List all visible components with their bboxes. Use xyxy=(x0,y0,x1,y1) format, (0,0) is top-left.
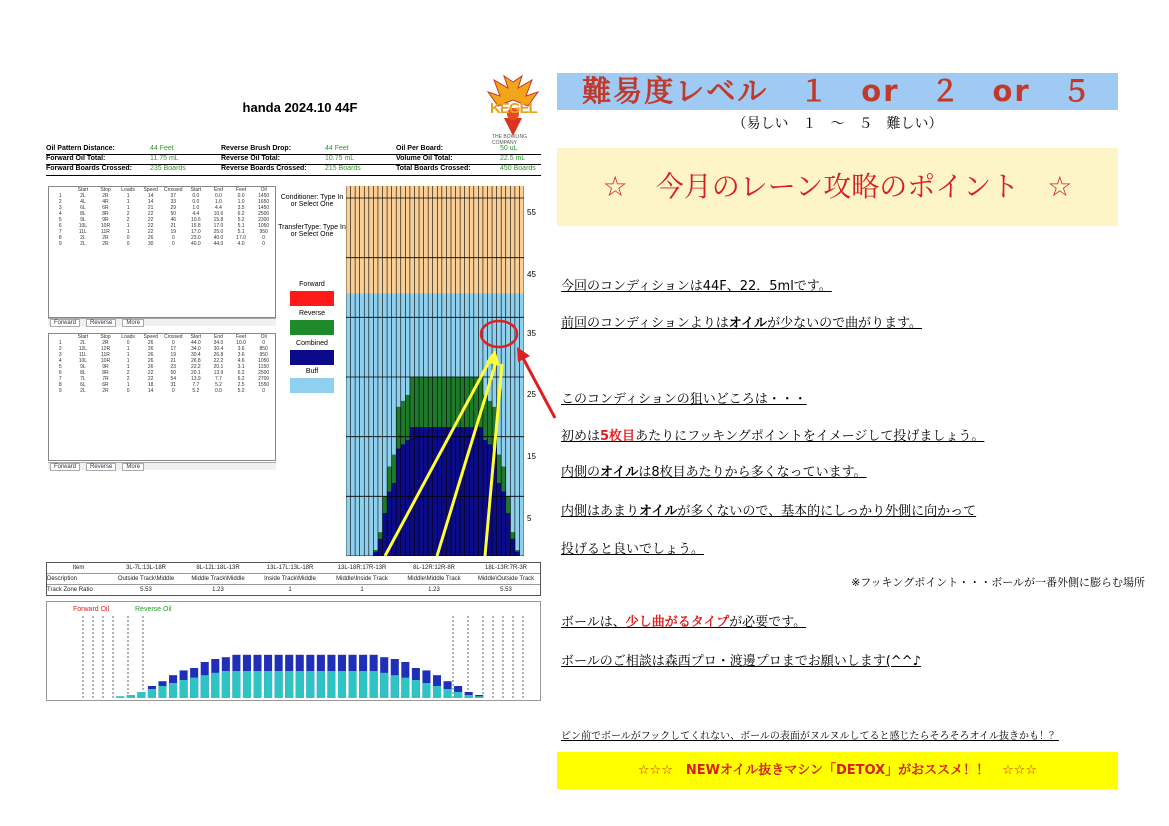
table-cell[interactable]: 1 xyxy=(126,229,130,235)
table-cell[interactable]: 26 xyxy=(147,364,154,370)
table-cell[interactable]: Loads xyxy=(121,187,135,193)
table-cell[interactable]: 9 xyxy=(58,241,62,247)
table-cell[interactable]: 4.0 xyxy=(237,241,245,247)
table-cell[interactable]: 6 xyxy=(58,223,62,229)
table-cell[interactable]: 17 xyxy=(170,346,177,352)
table-cell[interactable]: 21 xyxy=(170,223,177,229)
table-cell[interactable]: Stop xyxy=(100,187,111,193)
table-cell[interactable]: 46 xyxy=(170,217,177,223)
table-cell[interactable]: 30.4 xyxy=(190,352,201,358)
table-cell[interactable]: 2L xyxy=(80,193,86,199)
stat-5: Volume Oil Total: 22.5 mL xyxy=(396,155,526,162)
table-cell[interactable]: 7L xyxy=(80,376,86,382)
table-cell[interactable]: 50 xyxy=(170,370,177,376)
lane-ylabel: 45 xyxy=(527,270,536,279)
table-cell[interactable]: 19 xyxy=(170,229,177,235)
legend-label-buff: Buff xyxy=(305,368,319,375)
table-cell[interactable]: 5.2 xyxy=(214,382,222,388)
table-cell[interactable]: 25.0 xyxy=(213,229,224,235)
table-cell[interactable]: 2R xyxy=(102,193,109,199)
table-cell[interactable]: 12L xyxy=(78,346,88,352)
table-cell[interactable]: 6 xyxy=(58,370,62,376)
table-cell[interactable]: 22.2 xyxy=(213,358,224,364)
stat-3: Forward Oil Total: 11.75 mL xyxy=(46,155,179,162)
table-cell[interactable]: Speed xyxy=(143,334,158,340)
table-cell[interactable]: 0 xyxy=(262,340,266,346)
table-cell[interactable]: 13.9 xyxy=(190,376,201,382)
table-cell[interactable]: 2L xyxy=(80,340,86,346)
table-cell[interactable]: 26 xyxy=(147,340,154,346)
table-cell[interactable]: 14 xyxy=(147,193,154,199)
table-cell[interactable]: 37 xyxy=(170,193,177,199)
table-cell[interactable]: 17.0 xyxy=(213,223,224,229)
table-cell[interactable]: 6L xyxy=(80,382,86,388)
table-cell[interactable]: 2L xyxy=(80,241,86,247)
table-cell[interactable]: 3.5 xyxy=(237,205,245,211)
table-cell[interactable]: 22.2 xyxy=(190,364,201,370)
table-cell[interactable]: 23 xyxy=(170,364,177,370)
table-cell[interactable]: 12R xyxy=(100,346,111,352)
table-cell[interactable]: Feet xyxy=(236,187,247,193)
table-cell[interactable]: 6R xyxy=(102,382,109,388)
conditioner-label: Conditioner: Type In or Select One xyxy=(280,194,344,208)
table-cell[interactable]: 14 xyxy=(147,388,154,394)
table-cell[interactable]: 6R xyxy=(102,205,109,211)
track-zone-ratio: 1.23 xyxy=(428,587,440,593)
table-cell[interactable]: 22 xyxy=(147,370,154,376)
table-cell[interactable]: 1 xyxy=(126,364,130,370)
table-cell[interactable]: 26 xyxy=(147,358,154,364)
track-zone-desc: Middle\Outside Track xyxy=(477,576,535,582)
table-cell[interactable]: 9R xyxy=(102,217,109,223)
table-cell[interactable]: 0 xyxy=(171,241,175,247)
table-cell[interactable]: 1 xyxy=(58,340,62,346)
table-cell[interactable]: 2500 xyxy=(258,370,270,376)
track-zone-range: 13L-18R:17R-13R xyxy=(337,565,387,571)
table-cell[interactable]: 4 xyxy=(58,211,62,217)
table-cell[interactable]: 11R xyxy=(101,352,110,358)
table-cell[interactable]: 5.2 xyxy=(192,388,200,394)
table-cell[interactable]: 2 xyxy=(58,199,62,205)
table-cell[interactable]: Start xyxy=(190,187,202,193)
table-cell[interactable]: 1050 xyxy=(258,358,270,364)
table-cell[interactable]: 8R xyxy=(102,211,109,217)
table-cell[interactable]: 40.0 xyxy=(190,241,201,247)
table-cell[interactable]: 0 xyxy=(126,340,130,346)
table-cell[interactable]: Oil xyxy=(260,187,267,193)
table-cell[interactable]: 3 xyxy=(58,352,62,358)
ball-type-line: ボールは、少し曲がるタイプが必要です。 xyxy=(561,615,807,630)
table-cell[interactable]: 0.0 xyxy=(237,193,245,199)
table-cell[interactable]: 0 xyxy=(262,241,266,247)
table-cell[interactable]: 29 xyxy=(170,205,177,211)
lane-ylabel: 35 xyxy=(527,329,536,338)
table-cell[interactable]: 8L xyxy=(80,211,86,217)
legend-reverse-oil: Reverse Oil xyxy=(135,606,172,613)
tab-reverse[interactable]: Reverse xyxy=(86,463,116,471)
table-cell[interactable]: 7 xyxy=(58,376,62,382)
table-cell[interactable]: 5.1 xyxy=(237,229,245,235)
table-cell[interactable]: 8R xyxy=(102,370,109,376)
table-cell[interactable]: 0 xyxy=(171,388,175,394)
stat-8: Total Boards Crossed: 450 Boards xyxy=(396,165,536,172)
lane-ylabel: 25 xyxy=(527,390,536,399)
difficulty-scale: （易しい １ ～ ５ 難しい） xyxy=(732,116,943,132)
table-cell[interactable]: 2.5 xyxy=(237,382,245,388)
table-cell[interactable]: Stop xyxy=(100,334,111,340)
table-cell[interactable]: 2R xyxy=(102,388,109,394)
table-cell[interactable]: 8L xyxy=(80,370,86,376)
table-cell[interactable]: 34.0 xyxy=(213,340,224,346)
table-cell[interactable]: 1.0 xyxy=(214,199,222,205)
inside-oil-line: 内側のオイルは8枚目あたりから多くなっています。 xyxy=(561,465,867,480)
table-cell[interactable]: 2500 xyxy=(258,211,270,217)
track-zone-desc: Middle Track\Middle xyxy=(191,576,245,582)
table-cell[interactable]: 15.8 xyxy=(213,217,224,223)
hooking-point-circle xyxy=(481,321,517,347)
track-zone-ratio: 1 xyxy=(360,587,364,593)
table-cell[interactable]: End xyxy=(214,187,223,193)
table-cell[interactable]: 1.0 xyxy=(192,205,200,211)
table-cell[interactable]: 2300 xyxy=(258,217,270,223)
table-cell[interactable]: 26.8 xyxy=(190,358,201,364)
table-cell[interactable]: 4.6 xyxy=(237,358,245,364)
table-cell[interactable]: 6.2 xyxy=(237,376,245,382)
legend-label-combined: Combined xyxy=(296,340,328,347)
table-cell[interactable]: 10.0 xyxy=(236,340,246,346)
track-item-header: Item xyxy=(72,565,85,571)
table-cell[interactable]: 2700 xyxy=(258,376,270,382)
table-cell[interactable]: 9L xyxy=(80,217,86,223)
table-cell[interactable]: 1 xyxy=(58,193,62,199)
detox-promo-banner: ☆☆☆ NEWオイル抜きマシン「DETOX」がおススメ！！ ☆☆☆ xyxy=(557,752,1118,789)
table-cell[interactable]: 1 xyxy=(126,205,130,211)
table-cell[interactable]: Crossed xyxy=(163,334,183,340)
table-cell[interactable]: 5 xyxy=(58,364,62,370)
legend-label-forward: Forward xyxy=(299,281,325,288)
table-cell[interactable]: Start xyxy=(77,334,89,340)
table-cell[interactable]: 26 xyxy=(147,346,154,352)
table-cell[interactable]: 3.6 xyxy=(237,346,245,352)
track-zone-ratio: 1 xyxy=(288,587,292,593)
table-cell[interactable]: Start xyxy=(77,187,89,193)
logo-subtext: THE BOWLING COMPANY xyxy=(492,134,528,146)
table-cell[interactable]: 10L xyxy=(78,223,88,229)
table-cell[interactable]: 0 xyxy=(126,241,130,247)
table-cell[interactable]: 9L xyxy=(80,364,86,370)
track-ratio-label: Track Zone Ratio xyxy=(47,587,93,593)
table-cell[interactable]: 950 xyxy=(259,352,268,358)
table-cell[interactable]: 7.7 xyxy=(214,376,222,382)
table-cell[interactable]: 6.2 xyxy=(237,370,245,376)
table-cell[interactable]: 18 xyxy=(147,382,154,388)
table-cell[interactable]: 850 xyxy=(259,346,268,352)
table-cell[interactable]: 6.2 xyxy=(237,211,245,217)
table-cell[interactable]: 0 xyxy=(126,235,130,241)
table-cell[interactable]: 5.2 xyxy=(237,388,245,394)
table-cell[interactable]: 2L xyxy=(80,235,86,241)
table-cell[interactable]: 30 xyxy=(147,241,154,247)
track-zone-range: 3L-7L:13L-18R xyxy=(125,565,167,571)
sheet-title: handa 2024.10 44F xyxy=(242,100,358,115)
table-cell[interactable]: 20.1 xyxy=(190,370,201,376)
transfer-type-label: TransferType: Type In or Select One xyxy=(278,224,346,238)
track-zone-range: 8L-12L:18L-13R xyxy=(196,565,240,571)
table-cell[interactable]: 10R xyxy=(100,223,111,229)
table-cell[interactable]: 0 xyxy=(171,235,175,241)
table-cell[interactable]: Oil xyxy=(260,334,267,340)
lane-ylabel: 15 xyxy=(527,452,536,461)
table-cell[interactable]: 0.0 xyxy=(214,193,222,199)
table-cell[interactable]: 26.8 xyxy=(213,352,224,358)
table-cell[interactable]: 7 xyxy=(58,229,62,235)
yellow-arrow xyxy=(385,360,490,556)
table-cell[interactable]: 0 xyxy=(126,388,130,394)
table-cell[interactable]: 1150 xyxy=(258,364,270,370)
table-cell[interactable]: 2 xyxy=(126,370,130,376)
table-cell[interactable]: Start xyxy=(190,334,202,340)
table-cell[interactable]: 1050 xyxy=(258,223,270,229)
table-cell[interactable]: 4.4 xyxy=(192,211,200,217)
lane-ylabel: 5 xyxy=(527,514,532,523)
table-cell[interactable]: 44.0 xyxy=(213,241,224,247)
table-cell[interactable]: 1450 xyxy=(258,205,270,211)
table-cell[interactable]: 2R xyxy=(102,340,109,346)
tab-forward[interactable]: Forward xyxy=(50,463,80,471)
track-zone-ratio: 5.53 xyxy=(500,587,512,593)
table-cell[interactable]: 1 xyxy=(126,346,130,352)
table-cell[interactable]: 2R xyxy=(102,235,109,241)
logo-text: KEGEL xyxy=(490,100,537,117)
table-cell[interactable]: 0.0 xyxy=(192,193,200,199)
table-cell[interactable]: 1450 xyxy=(258,193,270,199)
table-cell[interactable]: 2 xyxy=(126,376,130,382)
table-cell[interactable]: 44.0 xyxy=(190,340,201,346)
track-zone-desc: Inside Track\Middle xyxy=(264,576,316,582)
lane-ylabel: 55 xyxy=(527,208,536,217)
track-zone-range: 18L-13R:7R-3R xyxy=(484,565,528,571)
table-cell[interactable]: 2 xyxy=(58,346,62,352)
table-cell[interactable]: 1.0 xyxy=(237,199,245,205)
tab-forward[interactable]: Forward xyxy=(50,319,80,327)
table-cell[interactable]: 30.4 xyxy=(213,346,224,352)
table-cell[interactable]: 8 xyxy=(58,235,62,241)
throw-advice-line: 投げると良いでしょう。 xyxy=(561,542,705,557)
table-cell[interactable]: 54 xyxy=(170,376,177,382)
table-cell[interactable]: Speed xyxy=(143,187,158,193)
stat-6: Forward Boards Crossed: 235 Boards xyxy=(46,165,186,172)
tab-reverse[interactable]: Reverse xyxy=(86,319,116,327)
table-cell[interactable]: 22 xyxy=(147,376,154,382)
table-cell[interactable]: 17.0 xyxy=(236,235,246,241)
table-cell[interactable]: 1650 xyxy=(258,199,270,205)
table-cell[interactable]: 13.9 xyxy=(213,370,224,376)
table-cell[interactable]: 17.0 xyxy=(190,229,201,235)
table-cell[interactable]: 19 xyxy=(170,352,177,358)
track-zone-desc: Middle\Middle Track xyxy=(407,576,461,582)
table-cell[interactable]: 1 xyxy=(126,352,130,358)
table-cell[interactable]: End xyxy=(214,334,223,340)
table-cell[interactable]: 0 xyxy=(262,388,266,394)
table-cell[interactable]: 26 xyxy=(147,235,154,241)
tab-more[interactable]: More xyxy=(122,463,144,471)
ball-consult-line: ボールのご相談は森西プロ・渡邊プロまでお願いします(^^♪ xyxy=(561,654,921,669)
legend-forward-oil: Forward Oil xyxy=(73,606,110,613)
table-cell[interactable]: 5.2 xyxy=(237,217,245,223)
table-cell[interactable]: 1 xyxy=(126,382,130,388)
table-cell[interactable]: 1 xyxy=(126,223,130,229)
table-cell[interactable]: 1 xyxy=(126,193,130,199)
table-cell[interactable]: 5.1 xyxy=(237,223,245,229)
table-cell[interactable]: 10L xyxy=(78,358,88,364)
table-cell[interactable]: Loads xyxy=(121,334,135,340)
table-cell[interactable]: 6L xyxy=(80,205,86,211)
lane-strategy-banner: ☆ 今月のレーン攻略のポイント ☆ xyxy=(557,148,1118,226)
table-cell[interactable]: 22 xyxy=(147,223,154,229)
track-zone-desc: Middle\Inside Track xyxy=(336,576,388,582)
track-zone-desc: Outside Track\Middle xyxy=(117,576,175,582)
table-cell[interactable]: 3.1 xyxy=(237,364,245,370)
table-cell[interactable]: 40.0 xyxy=(213,235,224,241)
table-cell[interactable]: 3.6 xyxy=(237,352,245,358)
track-zone-ratio: 5.53 xyxy=(140,587,152,593)
red-arrow xyxy=(523,358,555,418)
oil-removal-note: ピン前でボールがフックしてくれない、ボールの表面がヌルヌルしてると感じたらそろそろオイル抜きかも！？ xyxy=(561,731,1059,742)
table-cell[interactable]: 15.8 xyxy=(190,223,201,229)
table-cell[interactable]: 34.0 xyxy=(190,346,201,352)
table-cell[interactable]: 2 xyxy=(126,217,130,223)
table-cell[interactable]: 21 xyxy=(170,358,177,364)
difficulty-banner: 難易度レベル １ or ２ or ５ xyxy=(557,73,1118,110)
table-cell[interactable]: 0 xyxy=(171,340,175,346)
hooking-point-line: 初めは5枚目あたりにフッキングポイントをイメージして投げましょう。 xyxy=(561,429,985,444)
table-cell[interactable]: 14 xyxy=(147,199,154,205)
table-cell[interactable]: 21 xyxy=(147,205,154,211)
tab-more[interactable]: More xyxy=(122,319,144,327)
table-cell[interactable]: 3 xyxy=(58,205,62,211)
track-zone-range: 8L-12R:12R-8R xyxy=(412,565,456,571)
table-cell[interactable]: 11R xyxy=(101,229,110,235)
table-cell[interactable]: 10R xyxy=(100,358,111,364)
table-cell[interactable]: 10.6 xyxy=(190,217,201,223)
table-cell[interactable]: 2 xyxy=(126,211,130,217)
table-cell[interactable]: 9R xyxy=(102,364,109,370)
table-cell[interactable]: 20.1 xyxy=(213,364,224,370)
table-cell[interactable]: 10.6 xyxy=(213,211,224,217)
table-cell[interactable]: 11L xyxy=(78,352,87,358)
table-cell[interactable]: 7.7 xyxy=(192,382,200,388)
aim-heading: このコンディションの狙いどころは・・・ xyxy=(561,392,807,407)
table-cell[interactable]: 4 xyxy=(58,358,62,364)
condition-line: 今回のコンディションは44F、22．5mlです。 xyxy=(561,279,832,294)
stat-1: Reverse Brush Drop: 44 Feet xyxy=(221,145,349,152)
table-cell[interactable]: 9 xyxy=(58,388,62,394)
table-cell[interactable]: 50 xyxy=(170,211,177,217)
table-cell[interactable]: 31 xyxy=(170,382,177,388)
table-cell[interactable]: 22 xyxy=(147,217,154,223)
table-cell[interactable]: 0.0 xyxy=(192,199,200,205)
table-cell[interactable]: 33 xyxy=(170,199,177,205)
hooking-point-note: ※フッキングポイント・・・ボールが一番外側に膨らむ場所 xyxy=(851,576,1145,589)
table-cell[interactable]: 22 xyxy=(147,229,154,235)
table-cell[interactable]: 23.0 xyxy=(190,235,201,241)
table-cell[interactable]: 4L xyxy=(80,199,86,205)
legend-label-reverse: Reverse xyxy=(298,310,326,317)
table-cell[interactable]: 4.4 xyxy=(214,205,222,211)
table-cell[interactable]: 1550 xyxy=(258,382,270,388)
table-cell[interactable]: 4R xyxy=(102,199,109,205)
stat-7: Reverse Boards Crossed: 215 Boards xyxy=(221,165,361,172)
outside-advice-line: 内側はあまりオイルが多くないので、基本的にしっかり外側に向かって xyxy=(561,504,977,519)
table-cell[interactable]: 1 xyxy=(126,358,130,364)
table-cell[interactable]: 11L xyxy=(78,229,87,235)
table-cell[interactable]: 8 xyxy=(58,382,62,388)
stat-4: Reverse Oil Total: 10.75 mL xyxy=(221,155,355,162)
table-cell[interactable]: 22 xyxy=(147,211,154,217)
table-cell[interactable]: Feet xyxy=(236,334,247,340)
table-cell[interactable]: 950 xyxy=(259,229,268,235)
track-zone-range: 13L-17L:13L-18R xyxy=(266,565,314,571)
table-cell[interactable]: 5 xyxy=(58,217,62,223)
table-cell[interactable]: 0 xyxy=(262,235,266,241)
table-cell[interactable]: Crossed xyxy=(163,187,183,193)
stat-0: Oil Pattern Distance: 44 Feet xyxy=(46,145,174,152)
table-cell[interactable]: 1 xyxy=(126,199,130,205)
table-cell[interactable]: 2L xyxy=(80,388,86,394)
track-description-label: Description xyxy=(47,576,78,582)
track-zone-ratio: 1.23 xyxy=(212,587,224,593)
table-cell[interactable]: 2R xyxy=(102,241,109,247)
stat-2: Oil Per Board: 50 uL xyxy=(396,145,518,152)
previous-comparison-line: 前回のコンディションよりはオイルが少ないので曲がります。 xyxy=(561,316,923,331)
table-cell[interactable]: 7R xyxy=(102,376,109,382)
table-cell[interactable]: 26 xyxy=(147,352,154,358)
table-cell[interactable]: 0.0 xyxy=(214,388,222,394)
